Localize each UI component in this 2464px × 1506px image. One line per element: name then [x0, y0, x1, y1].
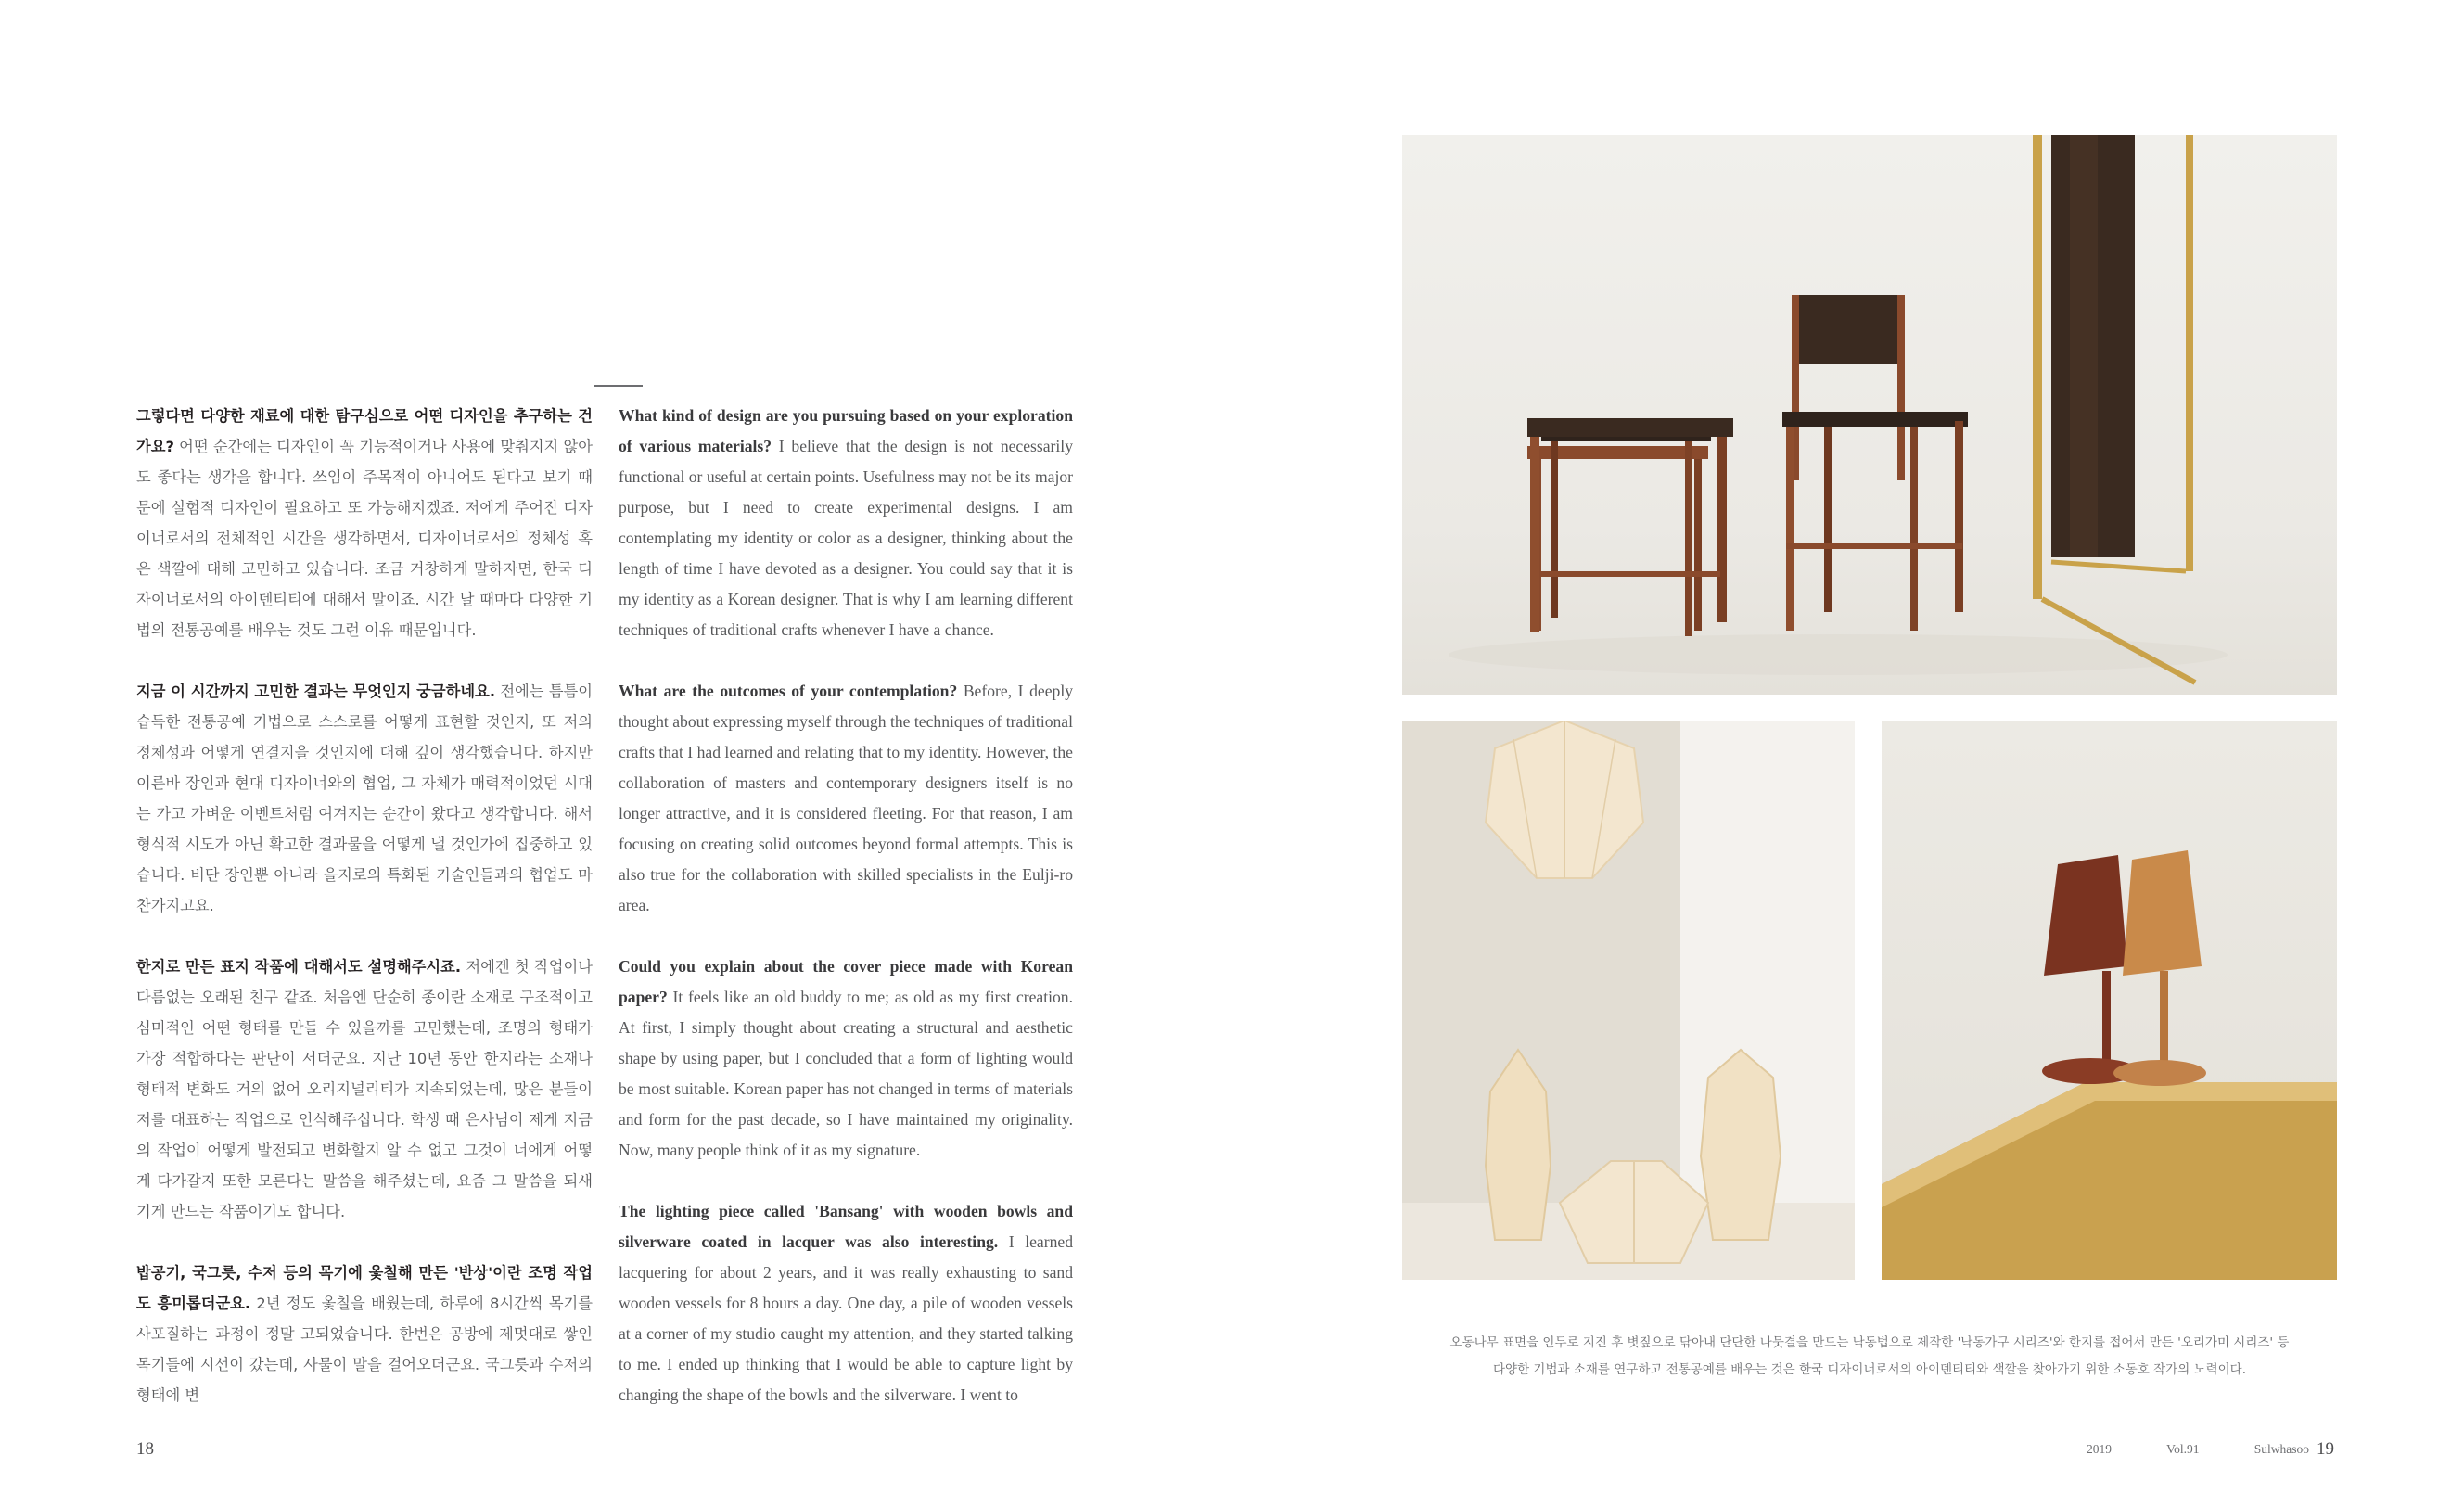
ko-question-2: 지금 이 시간까지 고민한 결과는 무엇인지 궁금하네요. — [136, 683, 496, 700]
en-paragraph-4 — [619, 1196, 1073, 1410]
ko-answer-4: 2년 정도 옻칠을 배웠는데, 하루에 8시간씩 목기를 사포질하는 과정이 정말 고되었습니다. 한번은 공방에 제멋대로 쌓인 목기들에 시선이 갔는데, 사물이 말을 걸어오더군요. 국그릇과 수저의 형태에 변 — [136, 1295, 593, 1404]
nesting-tables — [1527, 418, 1733, 636]
ko-answer-3: 저에겐 첫 작업이나 다름없는 오래된 친구 같죠. 처음엔 단순히 종이란 소재로 구조적이고 심미적인 어떤 형태를 만들 수 있을까를 고민했는데, 조명의 형태가 가장 적합하다는 판단이 서더군요. 지난 10년 동안 한지라는 소재나 형태적 변화도 거의 없어 오리지널리티가 지속되었는데, 많은 분들이 저를 대표하는 작업으로 인식해주십니다. 학생 때 은사님이 제게 지금의 작업이 어떻게 발전되고 변화할지 알 수 없고 그것이 너에게 어떻게 다가갈지 또한 모른다는 말씀을 해주셨는데, 요즘 그 말씀을 되새기게 만드는 작품이기도 합니다. — [136, 958, 593, 1220]
section-rule — [594, 385, 643, 387]
photo-caption — [1402, 1330, 2337, 1384]
english-article-column — [619, 401, 1073, 1441]
footer-year: 2019 — [2087, 1442, 2112, 1456]
ko-question-3: 한지로 만든 표지 작품에 대해서도 설명해주시죠. — [136, 958, 462, 976]
furniture-illustration — [1402, 135, 2337, 695]
footer-magazine: Sulwhasoo — [2253, 1442, 2309, 1456]
ko-paragraph-3 — [136, 951, 593, 1227]
en-question-2: What are the outcomes of your contemplation? — [619, 682, 958, 700]
lacquer-screen — [2033, 135, 2195, 683]
ko-answer-2: 전에는 틈틈이 습득한 전통공예 기법으로 스스로를 어떻게 표현할 것인지, 또 저의 정체성과 어떻게 연결지을 것인지에 대해 깊이 생각했습니다. 하지만 이른바 장인과 현대 디자이너와의 협업, 그 자체가 매력적이었던 시대는 가고 가벼운 이벤트처럼 여겨지는 순간이 왔다고 생각합니다. 해서 형식적 시도가 아닌 확고한 결과물을 어떻게 낼 것인가에 집중하고 있습니다. 비단 장인뿐 아니라 을지로의 특화된 기술인들과의 협업도 마찬가지고요. — [136, 683, 593, 914]
en-answer-1: I believe that the design is not necessarily functional or useful at certain points. Usefulness may not be its major purpose, but I need to create experimental designs. I am contemplating my identity or color as a designer, thinking about the length of time I have devoted as a designer. You could say that it is my identity as a Korean designer. That is why I am learning different techniques of traditional crafts whenever I have a chance. — [619, 437, 1073, 639]
en-question-1: What kind of design are you pursuing based on your exploration of various materials? — [619, 406, 1073, 455]
ko-paragraph-2 — [136, 676, 593, 921]
en-paragraph-3 — [619, 951, 1073, 1166]
ko-question-1: 그렇다면 다양한 재료에 대한 탐구심으로 어떤 디자인을 추구하는 건가요? — [136, 407, 593, 455]
paper-lamps-photo — [1402, 721, 1855, 1280]
en-question-4: The lighting piece called 'Bansang' with wooden bowls and silverware coated in lacquer was also interesting. — [619, 1202, 1073, 1251]
footer-volume: Vol.91 — [2166, 1442, 2200, 1456]
furniture-photo — [1402, 135, 2337, 695]
footer-meta — [2087, 1442, 2309, 1457]
chair — [1782, 295, 1968, 631]
caption-line-2: 다양한 기법과 소재를 연구하고 전통공예를 배우는 것은 한국 디자이너로서의 아이덴티티와 색깔을 찾아가기 위한 소동호 작가의 노력이다. — [1493, 1362, 2246, 1377]
ko-paragraph-4 — [136, 1257, 593, 1410]
page-number-right: 19 — [2317, 1439, 2334, 1459]
ko-paragraph-1 — [136, 401, 593, 645]
korean-article-column — [136, 401, 593, 1441]
wood-lamps-illustration — [1882, 721, 2337, 1280]
ko-answer-1: 어떤 순간에는 디자인이 꼭 기능적이거나 사용에 맞춰지지 않아도 좋다는 생각을 합니다. 쓰임이 주목적이 아니어도 된다고 보기 때문에 실험적 디자인이 필요하고 또 가능해지겠죠. 저에게 주어진 디자이너로서의 전체적인 시간을 생각하면서, 디자이너로서의 정체성 혹은 색깔에 대해 고민하고 있습니다. 조금 거창하게 말하자면, 한국 디자이너로서의 아이덴티티에 대해서 말이죠. 시간 날 때마다 다양한 기법의 전통공예를 배우는 것도 그런 이유 때문입니다. — [136, 438, 593, 639]
caption-line-1: 오동나무 표면을 인두로 지진 후 볏짚으로 닦아내 단단한 나뭇결을 만드는 낙동법으로 제작한 '낙동가구 시리즈'와 한지를 접어서 만든 '오리가미 시리즈' 등 — [1449, 1335, 2290, 1350]
paper-lamps-illustration — [1402, 721, 1855, 1280]
en-question-3: Could you explain about the cover piece made with Korean paper? — [619, 957, 1073, 1006]
en-answer-3: It feels like an old buddy to me; as old as my first creation. At first, I simply thought about creating a structural and aesthetic shape by using paper, but I concluded that a form of lighting would be most suitable. Korean paper has not changed in terms of materials and form for the past decade, so I have maintained my originality. Now, many people think of it as my signature. — [619, 988, 1073, 1159]
en-answer-4: I learned lacquering for about 2 years, and it was really exhausting to sand wooden vessels for 8 hours a day. One day, a pile of wooden vessels at a corner of my studio caught my attention, and they started talking to me. I ended up thinking that I would be able to capture light by changing the shape of the bowls and the silverware. I went to — [619, 1232, 1073, 1404]
page-number-left: 18 — [136, 1439, 154, 1459]
en-paragraph-2 — [619, 676, 1073, 921]
wood-lamps-photo — [1882, 721, 2337, 1280]
en-paragraph-1 — [619, 401, 1073, 645]
en-answer-2: Before, I deeply thought about expressing myself through the techniques of traditional crafts that I had learned and relating that to my identity. However, the collaboration of masters and contemporary designers itself is no longer attractive, and it is considered fleeting. For that reason, I am focusing on creating solid outcomes beyond formal attempts. This is also true for the collaboration with skilled specialists in the Eulji-ro area. — [619, 682, 1074, 914]
ko-question-4: 밥공기, 국그릇, 수저 등의 목기에 옻칠해 만든 '반상'이란 조명 작업도 흥미롭더군요. — [136, 1264, 593, 1312]
